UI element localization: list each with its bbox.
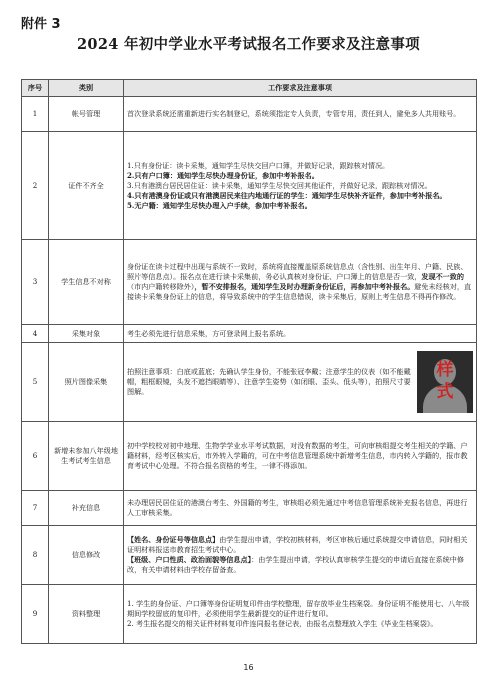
table-header-row	[22, 80, 477, 97]
req-line: 1. 学生的身份证、户口簿等身份证明复印件由学校整理，留存放毕业生档案袋。身份证明不能使用七、八年级期间学校留底的复印件，必须使用学生最新提交的证件进行复印。	[127, 599, 470, 618]
table-row	[22, 325, 477, 343]
table-row	[22, 422, 477, 491]
row-no: 3	[22, 240, 49, 325]
row-category: 学生信息不对称	[49, 240, 124, 325]
row-requirements	[124, 97, 477, 132]
req-text: ，暂不安排报名，通知学生及时办理新身份证后，再参加中考补报名。	[194, 282, 415, 291]
sample-stamp: 式	[436, 382, 454, 402]
req-line: 4.只有港澳身份证或只有港澳居民来往内地通行证的学生：通知学生尽快补齐证件，参加中考补报名。	[127, 190, 447, 200]
sample-photo	[417, 351, 473, 413]
row-category: 补充信息	[49, 491, 124, 526]
table-row	[22, 491, 477, 526]
requirements-table	[21, 79, 477, 644]
header-no: 序号	[22, 80, 49, 97]
table-row	[22, 240, 477, 325]
row-no: 1	[22, 97, 49, 132]
row-category: 资料整理	[49, 585, 124, 644]
req-line: 3.只有港澳台居民居住证：读卡采集，通知学生尽快交回其他证件，并做好记录，跟踪核对情况。	[127, 180, 432, 190]
row-no: 9	[22, 585, 49, 644]
req-text: 由学生提出申请，学校初核材料，考区审核后通过系统提交申请信息，同时相关证明材料报送市教育招生考试中心。	[127, 535, 468, 554]
req-text: 【班级、户口性质、政治面貌等信息点】	[127, 555, 252, 564]
row-no: 6	[22, 422, 49, 491]
req-text: 初中学校校对初中地理、生物学学业水平考试数据，对没有数据的考生，可向审核组提交考生相关的学籍、户籍材料，经考区核实后，市外转入学籍的，可在中考信息管理系统中新增考生信息，市内转入学籍的，报市教育考试中心处理。不符合报名资格的考生，一律不得添加。	[127, 441, 468, 470]
table-row	[22, 132, 477, 240]
header-category: 类别	[49, 80, 124, 97]
attachment-label: 附件 3	[21, 17, 61, 32]
row-requirements	[124, 585, 477, 644]
row-category: 采集对象	[49, 325, 124, 343]
table-row	[22, 97, 477, 132]
req-text: 拍照注意事项：白底或蓝底；先确认学生身份，不能张冠李戴；注意学生的仪表（如不能戴帽，粗框眼镜，头发不遮挡眼睛等）、注意学生姿势（如闭眼、歪头、低头等），拍照尺寸要图解。	[127, 367, 411, 396]
row-requirements	[124, 343, 477, 422]
req-line: 5.无户籍：通知学生尽快办理入户手续，参加中考补报名。	[127, 200, 312, 210]
req-text: （市内户籍转移除外）	[127, 282, 195, 291]
row-no: 8	[22, 526, 49, 585]
row-category: 证件不齐全	[49, 132, 124, 240]
row-no: 2	[22, 132, 49, 240]
req-text: 未办理居民居住证的港澳台考生、外国籍的考生，审核组必须先通过中考信息管理系统补充报名信息，再进行人工审核采集。	[127, 498, 468, 517]
row-requirements	[124, 132, 477, 240]
req-text: 避免未经核对，直接读卡采集身份证上的信息，将导致系统中的学生信息错误，读卡采集后，原则上考生信息不得再作修改。	[127, 282, 472, 301]
req-line: 2. 考生报名提交的相关证件材料复印件连同报名登记表，由报名点整理放入学生《毕业生档案袋》。	[127, 619, 438, 628]
row-requirements	[124, 422, 477, 491]
row-no: 4	[22, 325, 49, 343]
req-line: 2.只有户口簿：通知学生尽快办理身份证，参加中考补报名。	[127, 170, 319, 180]
row-requirements	[124, 240, 477, 325]
req-line: 1.只有身份证：读卡采集，通知学生尽快交回户口簿，并做好记录，跟踪核对情况。	[127, 160, 390, 170]
row-requirements	[124, 325, 477, 343]
req-text: 考生必须先进行信息采集，方可登录网上报名系统。	[127, 328, 291, 338]
table-row	[22, 526, 477, 585]
row-requirements	[124, 491, 477, 526]
row-category: 照片图像采集	[49, 343, 124, 422]
row-no: 7	[22, 491, 49, 526]
req-text: ：由学生提出申请，学校认真审核学生提交的申请后直接在系统中修改，有关申请材料由学校存留备查。	[127, 555, 464, 574]
table-row	[22, 585, 477, 644]
req-text: 首次登录系统还需重新进行实名制登记，系统须指定专人负责，专管专用，责任到人，避免多人共用账号。	[127, 109, 461, 118]
req-text: 身份证在读卡过程中出现与系统不一致时，系统将直接覆盖原系统信息点（含性别、出生年月、户籍、民族、照片等信息点）。报名点在进行读卡采集前，务必认真核对身份证、户口簿上的信息是否一致，	[127, 262, 468, 281]
row-category: 信息修改	[49, 526, 124, 585]
header-requirements: 工作要求及注意事项	[124, 80, 477, 97]
req-text: 【姓名、身份证号等信息点】	[127, 535, 220, 544]
sample-stamp: 样	[436, 360, 454, 380]
page-title: 2024 年初中学业水平考试报名工作要求及注意事项	[77, 36, 420, 53]
row-category: 帐号管理	[49, 97, 124, 132]
table-row	[22, 343, 477, 422]
row-category: 新增未参加八年级地生考试考生信息	[49, 422, 124, 491]
req-text: 发现不一致的	[421, 272, 464, 281]
row-no: 5	[22, 343, 49, 422]
page-number: 16	[243, 663, 254, 672]
row-requirements	[124, 526, 477, 585]
